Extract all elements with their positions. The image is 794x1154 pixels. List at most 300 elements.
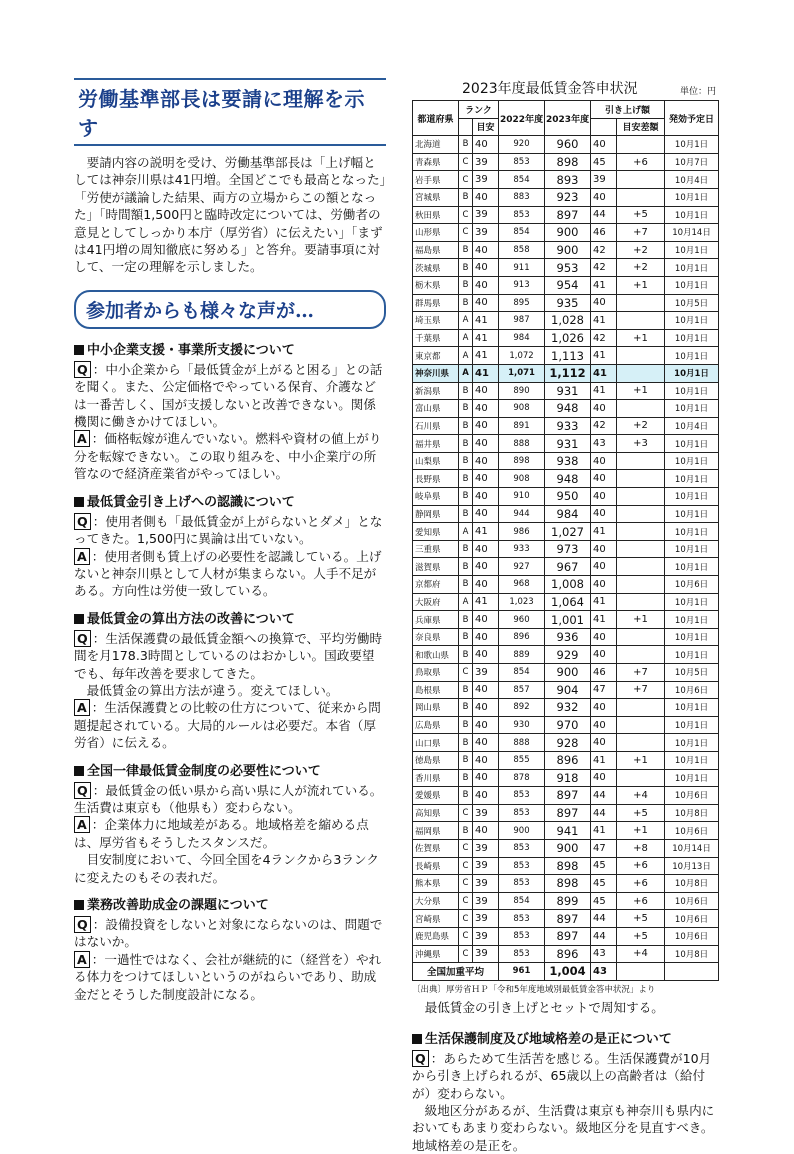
cell-2023: 1,028 (545, 312, 591, 330)
cell-2023: 897 (545, 804, 591, 822)
cell-diff: +6 (617, 857, 665, 875)
cell-date: 10月14日 (665, 839, 719, 857)
cell-rank: C (459, 839, 473, 857)
cell-2022: 890 (499, 382, 545, 400)
cell-diff (617, 576, 665, 594)
cell-date: 10月8日 (665, 875, 719, 893)
cell-rank: C (459, 153, 473, 171)
cell-2022: 854 (499, 224, 545, 242)
cell-diff: +6 (617, 153, 665, 171)
question: Q ：生活保護費の最低賃金額への換算で、平均労働時間を月178.3時間としているのはおかしい。国政要望でも、毎年改善を要求してきた。 (74, 630, 383, 681)
q-tag: Q (74, 630, 91, 647)
cell-target: 39 (473, 945, 499, 963)
cell-2022: 854 (499, 171, 545, 189)
q-tag: Q (74, 513, 91, 530)
cell-2023: 897 (545, 927, 591, 945)
cell-rank: B (459, 241, 473, 259)
cell-diff: +1 (617, 329, 665, 347)
cell-diff (617, 646, 665, 664)
cell-date: 10月6日 (665, 822, 719, 840)
table-row (413, 294, 719, 312)
cell-target: 40 (473, 488, 499, 506)
cell-rank: C (459, 804, 473, 822)
qa-text: 最低賃金の算出方法が違う。変えてほしい。 (86, 682, 339, 698)
cell-2022: 858 (499, 241, 545, 259)
cell-target: 40 (473, 417, 499, 435)
cell-rank: B (459, 751, 473, 769)
col-diff: 目安差額 (617, 118, 665, 136)
cell-2022: 853 (499, 875, 545, 893)
cell-rank: B (459, 259, 473, 277)
cell-rank: C (459, 875, 473, 893)
cell-date: 10月1日 (665, 382, 719, 400)
qa-section-title: 最低賃金の算出方法の改善について (74, 608, 386, 627)
cell-increase: 40 (591, 716, 617, 734)
cell-date: 10月1日 (665, 611, 719, 629)
cell-target: 40 (473, 822, 499, 840)
cell-2022: 984 (499, 329, 545, 347)
cell-target: 40 (473, 769, 499, 787)
cell-2023: 954 (545, 276, 591, 294)
cell-increase: 40 (591, 470, 617, 488)
table-row (413, 628, 719, 646)
cell-diff (617, 488, 665, 506)
cell-rank: B (459, 400, 473, 418)
table-row (413, 857, 719, 875)
question: Q ：最低賃金の低い県から高い県に人が流れている。生活費は東京も（他県も）変わらない。 (74, 782, 383, 815)
cell-diff (617, 716, 665, 734)
cell-2023: 900 (545, 664, 591, 682)
cell-2022: 908 (499, 470, 545, 488)
qa-section-title: 業務改善助成金の課題について (74, 894, 386, 913)
cell-2022: 855 (499, 751, 545, 769)
left-column (74, 78, 386, 1003)
cell-2023: 1,001 (545, 611, 591, 629)
cell-date: 10月1日 (665, 347, 719, 365)
col-target: 目安 (473, 118, 499, 136)
cell-diff: +1 (617, 751, 665, 769)
cell-diff (617, 364, 665, 382)
cell-2022: 910 (499, 488, 545, 506)
cell-2023: 1,112 (545, 364, 591, 382)
cell-date: 10月1日 (665, 206, 719, 224)
right-column (412, 78, 722, 1154)
cell-increase: 40 (591, 294, 617, 312)
cell-2023: 904 (545, 681, 591, 699)
cell-rank: B (459, 470, 473, 488)
table-row (413, 153, 719, 171)
col-rank: ランク (459, 101, 499, 119)
table-row (413, 681, 719, 699)
cell-pref: 岡山県 (413, 699, 459, 717)
cell-diff (617, 540, 665, 558)
cell-2023: 893 (545, 171, 591, 189)
table-row (413, 558, 719, 576)
cell-increase: 46 (591, 664, 617, 682)
cell-2022: 889 (499, 646, 545, 664)
cell-2023: 948 (545, 470, 591, 488)
cell-date: 10月1日 (665, 241, 719, 259)
cell-rank: C (459, 892, 473, 910)
cell-rank: B (459, 276, 473, 294)
cell-pref: 広島県 (413, 716, 459, 734)
answer: A ：一過性ではなく、会社が継続的に（経営を）やれる体力をつけてほしいというのがねらいであり、助成金だとそうした制度設計になる。 (74, 951, 382, 1002)
cell-diff: +7 (617, 224, 665, 242)
cell-pref: 山梨県 (413, 452, 459, 470)
answer: A ：価格転嫁が進んでいない。燃料や資材の値上がり分を転嫁できない。この取り組みを、中小企業庁の所管なので経済産業省がやってほしい。 (74, 431, 382, 482)
cell-diff (617, 171, 665, 189)
cell-diff (617, 523, 665, 541)
cell-2022: 960 (499, 611, 545, 629)
cell-2023: 984 (545, 505, 591, 523)
table-row (413, 505, 719, 523)
col-increase: 引き上げ額 (591, 101, 665, 119)
cell-date: 10月5日 (665, 664, 719, 682)
q-tag: Q (412, 1050, 429, 1067)
cell-increase: 40 (591, 400, 617, 418)
cell-pref: 埼玉県 (413, 312, 459, 330)
qa-text: 中小企業から「最低賃金が上がると困る」との話を聞く。また、公定価格でやっている保育、介護などは一番苦しく、国が支援しないと改善できない。関係機関に働きかけてほしい。 (74, 361, 383, 430)
cell-diff: +3 (617, 435, 665, 453)
cell-rank: B (459, 382, 473, 400)
cell-pref: 熊本県 (413, 875, 459, 893)
table-row (413, 312, 719, 330)
cell-rank: B (459, 699, 473, 717)
table-row (413, 241, 719, 259)
cell-date: 10月6日 (665, 681, 719, 699)
cell-pref: 群馬県 (413, 294, 459, 312)
cell-rank: B (459, 136, 473, 154)
cell-date: 10月13日 (665, 857, 719, 875)
cell-target: 39 (473, 839, 499, 857)
cell-diff: +4 (617, 945, 665, 963)
cell-diff (617, 470, 665, 488)
cell-2023: 1,008 (545, 576, 591, 594)
cell-pref: 島根県 (413, 681, 459, 699)
cell-2023: 898 (545, 857, 591, 875)
cell-2022: 930 (499, 716, 545, 734)
cell-increase: 41 (591, 523, 617, 541)
qa-section (74, 491, 386, 600)
cell-increase: 41 (591, 611, 617, 629)
cell-2022: 987 (499, 312, 545, 330)
voices-heading-box (74, 290, 386, 329)
q-tag: Q (74, 361, 91, 378)
cell-diff (617, 294, 665, 312)
cell-date: 10月1日 (665, 646, 719, 664)
cell-rank: B (459, 452, 473, 470)
cell-increase: 41 (591, 593, 617, 611)
table-row (413, 171, 719, 189)
cell-pref: 山口県 (413, 734, 459, 752)
qa-continuation (412, 1102, 722, 1154)
cell-2023: 960 (545, 136, 591, 154)
cell-2022: 854 (499, 892, 545, 910)
cell-2022: 888 (499, 734, 545, 752)
cell-target: 40 (473, 400, 499, 418)
qa-section-title: 中小企業支援・事業所支援について (74, 339, 386, 358)
cell-increase: 45 (591, 875, 617, 893)
cell-diff (617, 312, 665, 330)
cell-2023: 900 (545, 241, 591, 259)
cell-target: 41 (473, 347, 499, 365)
cell-2023: 970 (545, 716, 591, 734)
cell-2022: 853 (499, 927, 545, 945)
cell-diff (617, 558, 665, 576)
cell-2023: 896 (545, 945, 591, 963)
cell-increase: 40 (591, 628, 617, 646)
cell-pref: 愛媛県 (413, 787, 459, 805)
cell-rank: C (459, 857, 473, 875)
cell-2022: 911 (499, 259, 545, 277)
cell-increase: 40 (591, 488, 617, 506)
a-tag: A (74, 548, 90, 565)
table-row (413, 664, 719, 682)
cell-pref: 千葉県 (413, 329, 459, 347)
table-row (413, 892, 719, 910)
article-title-box (74, 78, 386, 146)
table-unit: 単位：円 (679, 87, 716, 97)
average-2022: 961 (499, 963, 545, 981)
table-row (413, 382, 719, 400)
table-row (413, 276, 719, 294)
welfare-section (412, 1028, 722, 1154)
cell-date: 10月1日 (665, 312, 719, 330)
cell-rank: B (459, 646, 473, 664)
table-row (413, 769, 719, 787)
table-title: 2023年度最低賃金答申状況 (462, 81, 638, 97)
cell-target: 40 (473, 681, 499, 699)
cell-rank: B (459, 576, 473, 594)
cell-pref: 福岡県 (413, 822, 459, 840)
table-row (413, 576, 719, 594)
cell-2023: 929 (545, 646, 591, 664)
cell-pref: 鹿児島県 (413, 927, 459, 945)
cell-2023: 900 (545, 224, 591, 242)
qa-section-title: 最低賃金引き上げへの認識について (74, 491, 386, 510)
cell-target: 40 (473, 611, 499, 629)
cell-date: 10月1日 (665, 452, 719, 470)
cell-pref: 徳島県 (413, 751, 459, 769)
table-row (413, 593, 719, 611)
cell-increase: 44 (591, 910, 617, 928)
cell-2022: 853 (499, 945, 545, 963)
cell-date: 10月1日 (665, 400, 719, 418)
cell-2022: 896 (499, 628, 545, 646)
cell-2023: 973 (545, 540, 591, 558)
qa-text: 価格転嫁が進んでいない。燃料や資材の値上がり分を転嫁できない。この取り組みを、中小企業庁の所管なので経済産業省がやってほしい。 (74, 431, 382, 482)
cell-diff (617, 593, 665, 611)
cell-rank: B (459, 188, 473, 206)
table-row (413, 804, 719, 822)
cell-increase: 41 (591, 822, 617, 840)
cell-date: 10月8日 (665, 945, 719, 963)
cell-date: 10月1日 (665, 716, 719, 734)
cell-2023: 1,027 (545, 523, 591, 541)
cell-pref: 香川県 (413, 769, 459, 787)
a-tag: A (74, 816, 90, 833)
cell-date: 10月1日 (665, 505, 719, 523)
cell-target: 39 (473, 224, 499, 242)
a-tag: A (74, 951, 90, 968)
table-row (413, 734, 719, 752)
cell-target: 40 (473, 276, 499, 294)
cell-increase: 41 (591, 312, 617, 330)
cell-pref: 神奈川県 (413, 364, 459, 382)
cell-date: 10月1日 (665, 558, 719, 576)
cell-increase: 43 (591, 435, 617, 453)
cell-pref: 宮崎県 (413, 910, 459, 928)
cell-rank: B (459, 505, 473, 523)
cell-increase: 47 (591, 681, 617, 699)
voices-heading: 参加者からも様々な声が… (86, 299, 315, 322)
table-row (413, 329, 719, 347)
cell-2023: 897 (545, 206, 591, 224)
cell-target: 39 (473, 892, 499, 910)
cell-date: 10月1日 (665, 628, 719, 646)
cell-date: 10月6日 (665, 892, 719, 910)
cell-diff (617, 347, 665, 365)
cell-target: 39 (473, 804, 499, 822)
cell-date: 10月5日 (665, 294, 719, 312)
cell-2023: 897 (545, 787, 591, 805)
article-title: 労働基準部長は要請に理解を示す (78, 87, 365, 140)
cell-rank: C (459, 206, 473, 224)
cell-pref: 京都府 (413, 576, 459, 594)
table-row (413, 136, 719, 154)
cell-rank: B (459, 787, 473, 805)
cell-date: 10月1日 (665, 751, 719, 769)
cell-date: 10月6日 (665, 576, 719, 594)
table-source: 〔出典〕厚労省ＨＰ「令和5年度地域別最低賃金答申状況」より (412, 984, 656, 995)
cell-2022: 913 (499, 276, 545, 294)
cell-pref: 和歌山県 (413, 646, 459, 664)
cell-increase: 40 (591, 136, 617, 154)
cell-date: 10月1日 (665, 136, 719, 154)
cell-2022: 853 (499, 910, 545, 928)
cell-pref: 青森県 (413, 153, 459, 171)
table-row (413, 646, 719, 664)
cell-pref: 兵庫県 (413, 611, 459, 629)
cell-date: 10月1日 (665, 734, 719, 752)
cell-rank: C (459, 945, 473, 963)
cell-2023: 953 (545, 259, 591, 277)
qa-text: 最低賃金の低い県から高い県に人が流れている。生活費は東京も（他県も）変わらない。 (74, 782, 383, 815)
table-row (413, 364, 719, 382)
cell-rank: B (459, 558, 473, 576)
q-tag: Q (74, 916, 91, 933)
cell-diff: +8 (617, 839, 665, 857)
cell-target: 40 (473, 540, 499, 558)
cell-2023: 948 (545, 400, 591, 418)
cell-2023: 899 (545, 892, 591, 910)
minimum-wage-table (412, 100, 719, 981)
cell-2023: 950 (545, 488, 591, 506)
cell-rank: B (459, 488, 473, 506)
cell-date: 10月1日 (665, 435, 719, 453)
cell-pref: 栃木県 (413, 276, 459, 294)
qa-section (74, 339, 386, 483)
cell-target: 40 (473, 646, 499, 664)
cell-pref: 愛知県 (413, 523, 459, 541)
cell-diff: +2 (617, 241, 665, 259)
table-row (413, 716, 719, 734)
cell-2022: 878 (499, 769, 545, 787)
cell-target: 41 (473, 523, 499, 541)
cell-pref: 富山県 (413, 400, 459, 418)
table-row (413, 945, 719, 963)
cell-date: 10月1日 (665, 188, 719, 206)
cell-rank: A (459, 593, 473, 611)
cell-2023: 928 (545, 734, 591, 752)
cell-2022: 968 (499, 576, 545, 594)
cell-pref: 滋賀県 (413, 558, 459, 576)
cell-increase: 40 (591, 558, 617, 576)
qa-section (74, 894, 386, 1003)
intro-paragraph: 要請内容の説明を受け、労働基準部長は「上げ幅としては神奈川県は41円増。全国どこでも最高となった」「労使が議論した結果、両方の立場からこの額となった」「時間額1,500円と臨時改定については、労働者の意見としてしっかり本庁（厚労省）に伝えたい」「まずは41円増の周知徹底に努める」と答弁。要請事項に対して、一定の理解を示しました。 (74, 155, 386, 275)
cell-diff: +5 (617, 206, 665, 224)
cell-target: 39 (473, 927, 499, 945)
table-row (413, 699, 719, 717)
cell-target: 40 (473, 628, 499, 646)
cell-diff (617, 628, 665, 646)
table-row (413, 523, 719, 541)
cell-increase: 39 (591, 171, 617, 189)
cell-2022: 883 (499, 188, 545, 206)
qa-section-title: 全国一律最低賃金制度の必要性について (74, 760, 386, 779)
cell-2023: 1,113 (545, 347, 591, 365)
cell-date: 10月1日 (665, 593, 719, 611)
cell-rank: C (459, 224, 473, 242)
table-row (413, 259, 719, 277)
cell-target: 40 (473, 734, 499, 752)
cell-diff (617, 452, 665, 470)
cell-2022: 895 (499, 294, 545, 312)
qa-text: 一過性ではなく、会社が継続的に（経営を）やれる体力をつけてほしいというのがねらいであり、助成金だとそうした制度設計になる。 (74, 951, 382, 1002)
table-row (413, 751, 719, 769)
cell-date: 10月1日 (665, 488, 719, 506)
cell-diff (617, 769, 665, 787)
cell-target: 40 (473, 470, 499, 488)
cell-target: 41 (473, 312, 499, 330)
cell-date: 10月1日 (665, 364, 719, 382)
table-row (413, 470, 719, 488)
cell-pref: 大阪府 (413, 593, 459, 611)
cell-2022: 986 (499, 523, 545, 541)
cell-2023: 1,026 (545, 329, 591, 347)
cell-increase: 44 (591, 206, 617, 224)
qa-text: 目安制度において、今回全国を4ランクから3ランクに変えたのもその表れだ。 (74, 852, 379, 885)
cell-2022: 891 (499, 417, 545, 435)
cell-target: 39 (473, 171, 499, 189)
cell-diff: +5 (617, 910, 665, 928)
col-2023: 2023年度 (545, 101, 591, 136)
cell-target: 40 (473, 382, 499, 400)
cell-increase: 41 (591, 382, 617, 400)
cell-increase: 41 (591, 347, 617, 365)
col-date: 発効予定日 (665, 101, 719, 136)
a-tag: A (74, 699, 90, 716)
cell-increase: 42 (591, 259, 617, 277)
qa-text: 生活保護費の最低賃金額への換算で、平均労働時間を月178.3時間としているのはおかしい。国政要望でも、毎年改善を要求してきた。 (74, 630, 383, 681)
cell-target: 40 (473, 787, 499, 805)
cell-target: 39 (473, 910, 499, 928)
cell-target: 41 (473, 593, 499, 611)
table-row (413, 875, 719, 893)
cell-increase: 45 (591, 892, 617, 910)
cell-date: 10月6日 (665, 910, 719, 928)
cell-target: 40 (473, 452, 499, 470)
